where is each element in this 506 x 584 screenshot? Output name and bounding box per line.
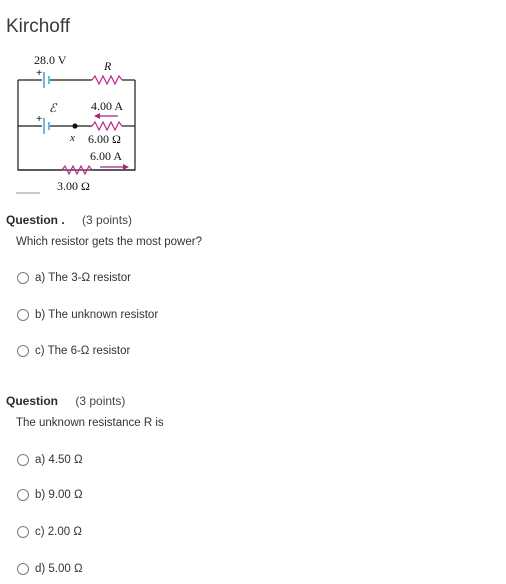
circuit-diagram (0, 50, 160, 200)
radio-button[interactable] (17, 454, 29, 466)
plus-sign-top: + (36, 67, 43, 79)
plus-sign-middle: + (36, 113, 43, 125)
option-label: b) 9.00 Ω (35, 489, 83, 501)
image-caption-mark (16, 192, 40, 194)
resistor-r (92, 76, 122, 84)
resistor-3ohm-label: 3.00 Ω (57, 179, 90, 193)
resistor-6ohm (92, 122, 122, 130)
question-2-points: (3 points) (75, 394, 126, 408)
resistor-6ohm-label: 6.00 Ω (88, 132, 121, 146)
battery-top (44, 72, 49, 88)
option-label: a) 4.50 Ω (35, 454, 83, 466)
junction-node (72, 123, 77, 128)
emf-symbol: ℰ (49, 101, 57, 115)
option-label: c) The 6-Ω resistor (35, 345, 131, 357)
option-label: c) 2.00 Ω (35, 526, 82, 538)
question-1-option-c[interactable] (17, 345, 130, 357)
question-1-label: Question . (6, 213, 65, 227)
question-1-option-b[interactable] (17, 309, 158, 321)
radio-button[interactable] (17, 272, 29, 284)
radio-button[interactable] (17, 345, 29, 357)
question-1-points: (3 points) (82, 213, 133, 227)
page-title: Kirchoff (6, 16, 71, 37)
current-arrow-left (94, 113, 118, 119)
question-2-option-d[interactable] (17, 563, 83, 575)
emf-top-label: 28.0 V (34, 53, 67, 67)
question-2-option-a[interactable] (17, 454, 83, 466)
current-arrow-right (100, 164, 129, 170)
current-top-label: 4.00 A (91, 99, 124, 113)
radio-button[interactable] (17, 489, 29, 501)
radio-button[interactable] (17, 563, 29, 575)
resistor-r-label: R (104, 59, 112, 73)
x-node-label: x (70, 132, 75, 144)
radio-button[interactable] (17, 309, 29, 321)
battery-middle (44, 118, 49, 134)
question-2-option-c[interactable] (17, 526, 82, 538)
question-1-text: Which resistor gets the most power? (16, 236, 202, 248)
question-2-header (6, 394, 125, 408)
radio-button[interactable] (17, 526, 29, 538)
option-label: b) The unknown resistor (35, 309, 159, 321)
question-2-label: Question (6, 394, 59, 408)
question-2-text: The unknown resistance R is (16, 417, 164, 429)
question-1-option-a[interactable] (17, 272, 131, 284)
question-2-option-b[interactable] (17, 489, 83, 501)
option-label: a) The 3-Ω resistor (35, 272, 131, 284)
question-1-header (6, 213, 132, 227)
current-mid-label: 6.00 A (90, 149, 123, 163)
option-label: d) 5.00 Ω (35, 563, 83, 575)
